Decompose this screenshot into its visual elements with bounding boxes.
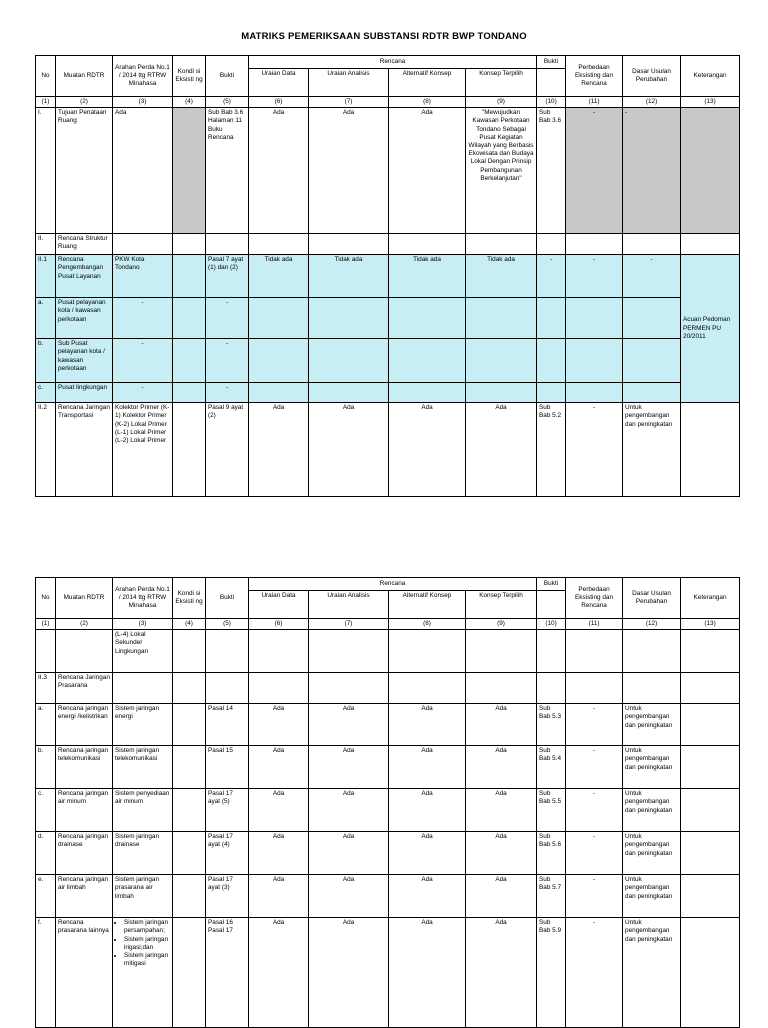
arahan-list (115, 919, 170, 968)
row-konsep: Tidak ada (466, 255, 537, 298)
row-konsep: Ada (466, 403, 537, 497)
row-arahan: Sistem penyediaan air minum (113, 789, 173, 832)
row-uraian-analisis: Tidak ada (309, 255, 389, 298)
col-number: (5) (206, 619, 249, 630)
row-uraian-analisis: Ada (309, 403, 389, 497)
row-perbedaan: - (566, 789, 623, 832)
row-no: II.1 (36, 255, 56, 298)
row-bukti-2: Sub Bab 5.7 (537, 875, 566, 918)
row-bukti: - (206, 383, 249, 403)
row-bukti: Sub Bab 3.6 Halaman 11 Buku Rencana (206, 108, 249, 234)
row-uraian-analisis: Ada (309, 704, 389, 746)
col-number: (5) (206, 97, 249, 108)
table-row (36, 298, 740, 339)
table-row (36, 832, 740, 875)
row-perbedaan: - (566, 832, 623, 875)
header-keterangan: Keterangan (681, 578, 740, 619)
row-konsep: Ada (466, 832, 537, 875)
row-arahan: - (113, 339, 173, 383)
row-uraian-data: Ada (249, 918, 309, 1028)
row-dasar: Untuk pengembangan dan peningkatan (623, 918, 681, 1028)
row-bukti: Pasal 17 ayat (3) (206, 875, 249, 918)
row-uraian-data: Tidak ada (249, 255, 309, 298)
col-number: (3) (113, 619, 173, 630)
row-arahan: - (113, 383, 173, 403)
header-bukti-2: Bukti (537, 578, 566, 591)
table-row (36, 875, 740, 918)
row-arahan: - (113, 298, 173, 339)
row-bukti: Pasal 7 ayat (1) dan (2) (206, 255, 249, 298)
row-muatan: Rencana jaringan drainase (56, 832, 113, 875)
header-no: No (36, 578, 56, 619)
col-number: (12) (623, 97, 681, 108)
col-number: (11) (566, 97, 623, 108)
header-bukti-2-blank (537, 69, 566, 97)
row-bukti-2: Sub Bab 5.6 (537, 832, 566, 875)
row-alternatif: Ada (389, 704, 466, 746)
row-no: I. (36, 108, 56, 234)
col-number: (2) (56, 619, 113, 630)
row-no: e. (36, 875, 56, 918)
header-dasar: Dasar Usulan Perubahan (623, 56, 681, 97)
col-number: (6) (249, 619, 309, 630)
header-keterangan: Keterangan (681, 56, 740, 97)
row-dasar: - (623, 108, 681, 234)
col-number: (7) (309, 619, 389, 630)
row-no: b. (36, 339, 56, 383)
row-perbedaan: - (566, 746, 623, 789)
header-dasar: Dasar Usulan Perubahan (623, 578, 681, 619)
table-row (36, 383, 740, 403)
row-dasar: Untuk pengembangan dan peningkatan (623, 746, 681, 789)
header-arahan: Arahan Perda No.1 / 2014 ttg RTRW Minahasa (113, 56, 173, 97)
row-konsep: "Mewujudkan Kawasan Perkotaan Tondano Sebagai Pusat Kegiatan Wilayah yang Berbasis Ekowisata dan Budaya Lokal Dengan Prinsip Pembangunan Berkelanjutan" (466, 108, 537, 234)
header-muatan: Muatan RDTR (56, 56, 113, 97)
table-row (36, 108, 740, 234)
row-uraian-analisis: Ada (309, 918, 389, 1028)
header-uraian-analisis: Uraian Analisis (309, 591, 389, 619)
row-no: d. (36, 832, 56, 875)
row-bukti: Pasal 17 ayat (5) (206, 789, 249, 832)
col-number: (10) (537, 619, 566, 630)
row-dasar: Untuk pengembangan dan peningkatan (623, 789, 681, 832)
header-uraian-data: Uraian Data (249, 591, 309, 619)
row-muatan: Rencana prasarana lainnya (56, 918, 113, 1028)
col-number: (11) (566, 619, 623, 630)
table-row (36, 339, 740, 383)
col-number: (8) (389, 97, 466, 108)
row-bukti-2: Sub Bab 5.3 (537, 704, 566, 746)
header-perbedaan: Perbedaan Eksisting dan Rencana (566, 56, 623, 97)
row-muatan: Rencana Jaringan Prasarana (56, 673, 113, 704)
row-perbedaan: - (566, 255, 623, 298)
row-dasar: - (623, 255, 681, 298)
row-no: a. (36, 704, 56, 746)
row-uraian-data: Ada (249, 746, 309, 789)
list-item: • Sistem jaringan persampahan; (124, 919, 170, 935)
list-item: • Sistem jaringan mitigasi (124, 952, 170, 968)
row-arahan: Sistem jaringan drainase (113, 832, 173, 875)
page-title: MATRIKS PEMERIKSAAN SUBSTANSI RDTR BWP TONDANO (241, 31, 527, 42)
row-uraian-data: Ada (249, 108, 309, 234)
row-arahan: Sistem jaringan telekomunikasi (113, 746, 173, 789)
row-bukti-2: Sub Bab 3.6 (537, 108, 566, 234)
row-arahan: Ada (113, 108, 173, 234)
row-uraian-analisis: Ada (309, 832, 389, 875)
row-muatan: Pusat pelayanan kota / kawasan perkotaan (56, 298, 113, 339)
row-perbedaan: - (566, 875, 623, 918)
header-bukti: Bukti (206, 56, 249, 97)
row-alternatif: Ada (389, 875, 466, 918)
table-row (36, 918, 740, 1028)
header-uraian-data: Uraian Data (249, 69, 309, 97)
table-row (36, 789, 740, 832)
row-konsep: Ada (466, 789, 537, 832)
row-keterangan: Acuan Pedoman PERMEN PU 20/2011 (681, 255, 740, 403)
col-number: (3) (113, 97, 173, 108)
col-number: (13) (681, 619, 740, 630)
row-alternatif: Ada (389, 918, 466, 1028)
header-perbedaan: Perbedaan Eksisting dan Rencana (566, 578, 623, 619)
header-bukti: Bukti (206, 578, 249, 619)
row-arahan: Sistem jaringan energi (113, 704, 173, 746)
row-bukti: Pasal 16 Pasal 17 (206, 918, 249, 1028)
row-alternatif: Ada (389, 789, 466, 832)
row-bukti-2: Sub Bab 5.9 (537, 918, 566, 1028)
row-muatan: Rencana jaringan air minum (56, 789, 113, 832)
row-bukti-2: Sub Bab 5.5 (537, 789, 566, 832)
header-alternatif: Alternatif Konsep (389, 69, 466, 97)
row-konsep: Ada (466, 918, 537, 1028)
matrix-table-1 (35, 55, 740, 497)
header-muatan: Muatan RDTR (56, 578, 113, 619)
table-row (36, 630, 740, 673)
header-kondisi: Kondi si Eksisti ng (173, 56, 206, 97)
header-konsep: Konsep Terpilih (466, 69, 537, 97)
header-bukti-2: Bukti (537, 56, 566, 69)
table-row (36, 234, 740, 255)
row-muatan: Tujuan Penataan Ruang (56, 108, 113, 234)
row-muatan: Pusat lingkungan (56, 383, 113, 403)
row-dasar: Untuk pengembangan dan peningkatan (623, 875, 681, 918)
col-number: (1) (36, 97, 56, 108)
row-dasar: Untuk pengembangan dan peningkatan (623, 403, 681, 497)
row-konsep: Ada (466, 704, 537, 746)
row-alternatif: Ada (389, 746, 466, 789)
col-number: (4) (173, 97, 206, 108)
row-muatan: Rencana Jaringan Transportasi (56, 403, 113, 497)
row-no: b. (36, 746, 56, 789)
row-bukti-2: Sub Bab 5.2 (537, 403, 566, 497)
row-no: f. (36, 918, 56, 1028)
row-perbedaan: - (566, 918, 623, 1028)
row-perbedaan: - (566, 403, 623, 497)
table-row (36, 255, 740, 298)
row-uraian-analisis: Ada (309, 789, 389, 832)
row-konsep: Ada (466, 875, 537, 918)
row-arahan: PKW Kota Tondano (113, 255, 173, 298)
row-muatan: Rencana Pengembangan Pusat Layanan (56, 255, 113, 298)
col-number: (10) (537, 97, 566, 108)
col-number: (6) (249, 97, 309, 108)
row-muatan: Rencana jaringan telekomunikasi (56, 746, 113, 789)
row-kondisi (173, 108, 206, 234)
row-perbedaan: - (566, 108, 623, 234)
row-dasar: Untuk pengembangan dan peningkatan (623, 704, 681, 746)
header-arahan: Arahan Perda No.1 / 2014 ttg RTRW Minahasa (113, 578, 173, 619)
row-uraian-data: Ada (249, 704, 309, 746)
row-no: II. (36, 234, 56, 255)
table-row (36, 704, 740, 746)
row-alternatif: Tidak ada (389, 255, 466, 298)
row-uraian-data: Ada (249, 875, 309, 918)
col-number: (9) (466, 619, 537, 630)
row-bukti-2: Sub Bab 5.4 (537, 746, 566, 789)
row-no: II.2 (36, 403, 56, 497)
col-number: (9) (466, 97, 537, 108)
header-konsep: Konsep Terpilih (466, 591, 537, 619)
row-bukti-2: - (537, 255, 566, 298)
row-bukti: Pasal 14 (206, 704, 249, 746)
row-uraian-data: Ada (249, 832, 309, 875)
row-uraian-analisis: Ada (309, 746, 389, 789)
col-number: (8) (389, 619, 466, 630)
row-bukti: Pasal 15 (206, 746, 249, 789)
row-bukti: Pasal 9 ayat (2) (206, 403, 249, 497)
header-kondisi: Kondi si Eksisti ng (173, 578, 206, 619)
row-no: a. (36, 298, 56, 339)
list-item: • Sistem jaringan irigasi;dan (124, 936, 170, 952)
row-uraian-data: Ada (249, 789, 309, 832)
table-row (36, 673, 740, 704)
row-muatan: Rencana Struktur Ruang (56, 234, 113, 255)
table-row (36, 746, 740, 789)
header-rencana: Rencana (249, 578, 537, 591)
col-number: (7) (309, 97, 389, 108)
header-uraian-analisis: Uraian Analisis (309, 69, 389, 97)
row-bukti: - (206, 339, 249, 383)
row-dasar: Untuk pengembangan dan peningkatan (623, 832, 681, 875)
row-muatan: Sub Pusat pelayanan kota / kawasan perkotaan (56, 339, 113, 383)
row-uraian-data: Ada (249, 403, 309, 497)
header-bukti-2-blank (537, 591, 566, 619)
row-arahan: (L-4) Lokal Sekunder Lingkungan (113, 630, 173, 673)
col-number: (4) (173, 619, 206, 630)
row-uraian-analisis: Ada (309, 875, 389, 918)
matrix-table-2 (35, 577, 740, 1028)
row-no: c. (36, 789, 56, 832)
col-number: (2) (56, 97, 113, 108)
row-arahan (113, 918, 173, 1028)
col-number: (12) (623, 619, 681, 630)
row-arahan: Kolektor Primer (K-1) Kolektor Primer (K-2) Lokal Primer (L-1) Lokal Primer (L-2) Lokal Primer (113, 403, 173, 497)
row-alternatif: Ada (389, 108, 466, 234)
row-alternatif: Ada (389, 403, 466, 497)
row-muatan: Rencana jaringan air limbah (56, 875, 113, 918)
header-alternatif: Alternatif Konsep (389, 591, 466, 619)
row-bukti: - (206, 298, 249, 339)
row-muatan: Rencana jaringan energi /kelistrikan (56, 704, 113, 746)
row-keterangan (681, 108, 740, 234)
row-alternatif: Ada (389, 832, 466, 875)
header-no: No (36, 56, 56, 97)
row-konsep: Ada (466, 746, 537, 789)
col-number: (13) (681, 97, 740, 108)
col-number: (1) (36, 619, 56, 630)
row-uraian-analisis: Ada (309, 108, 389, 234)
table-row (36, 403, 740, 497)
header-rencana: Rencana (249, 56, 537, 69)
row-no: II.3 (36, 673, 56, 704)
row-no: c. (36, 383, 56, 403)
row-arahan: Sistem jaringan prasarana air limbah (113, 875, 173, 918)
row-perbedaan: - (566, 704, 623, 746)
row-bukti: Pasal 17 ayat (4) (206, 832, 249, 875)
